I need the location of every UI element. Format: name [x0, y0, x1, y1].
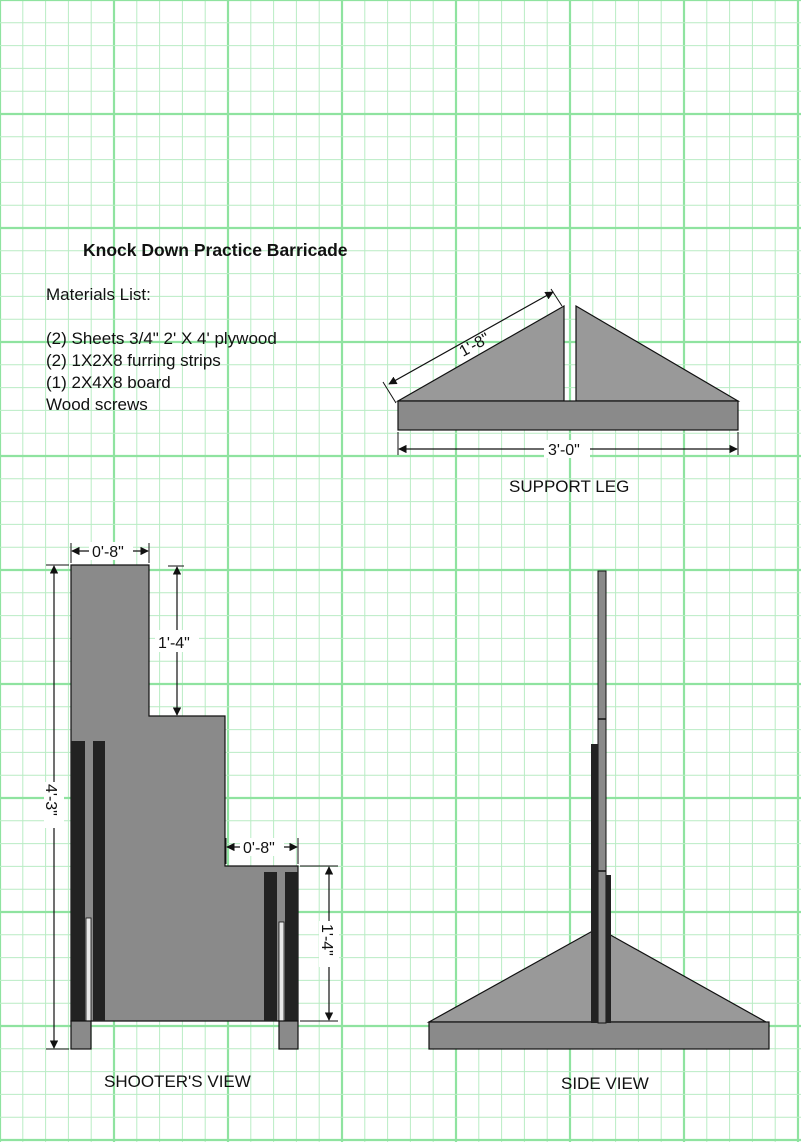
side-view-panel	[598, 571, 606, 1023]
slot	[86, 918, 91, 1021]
materials-heading: Materials List:	[46, 285, 151, 304]
support-leg-drawing	[383, 289, 738, 459]
total-height-label: 4'-3"	[42, 784, 59, 816]
support-leg-end	[71, 1021, 91, 1049]
support-leg-base	[398, 401, 738, 430]
material-item: (1) 2X4X8 board	[46, 373, 171, 392]
support-leg-end	[279, 1021, 298, 1049]
leg-slant-label: 1'-8"	[456, 330, 493, 361]
furring-strip	[285, 872, 298, 1021]
furring-strip	[71, 741, 85, 1021]
support-leg-left-triangle	[398, 306, 564, 401]
support-leg-right-triangle	[576, 306, 738, 401]
leg-slant-extension	[383, 382, 396, 403]
leg-width-label: 3'-0"	[548, 442, 580, 459]
shooters-view-drawing	[42, 542, 339, 1049]
side-view-caption: SIDE VIEW	[561, 1074, 649, 1093]
side-view-drawing	[429, 571, 769, 1049]
side-view-furring-strip	[591, 744, 598, 1023]
leg-slant-extension	[551, 289, 562, 306]
side-view-furring-strip	[606, 875, 611, 1023]
shooters-view-caption: SHOOTER'S VIEW	[104, 1072, 251, 1091]
slot	[279, 922, 284, 1021]
top-width-label: 0'-8"	[92, 544, 124, 561]
material-item: (2) Sheets 3/4" 2' X 4' plywood	[46, 329, 277, 348]
step-width-label: 0'-8"	[243, 840, 275, 857]
diagram-title: Knock Down Practice Barricade	[83, 240, 348, 260]
material-item: Wood screws	[46, 395, 148, 414]
furring-strip	[264, 872, 277, 1021]
upper-step-label: 1'-4"	[158, 635, 190, 652]
support-leg-caption: SUPPORT LEG	[509, 477, 630, 496]
material-item: (2) 1X2X8 furring strips	[46, 351, 221, 370]
side-view-base	[429, 1022, 769, 1049]
furring-strip	[93, 741, 105, 1021]
lower-step-label: 1'-4"	[318, 924, 335, 956]
